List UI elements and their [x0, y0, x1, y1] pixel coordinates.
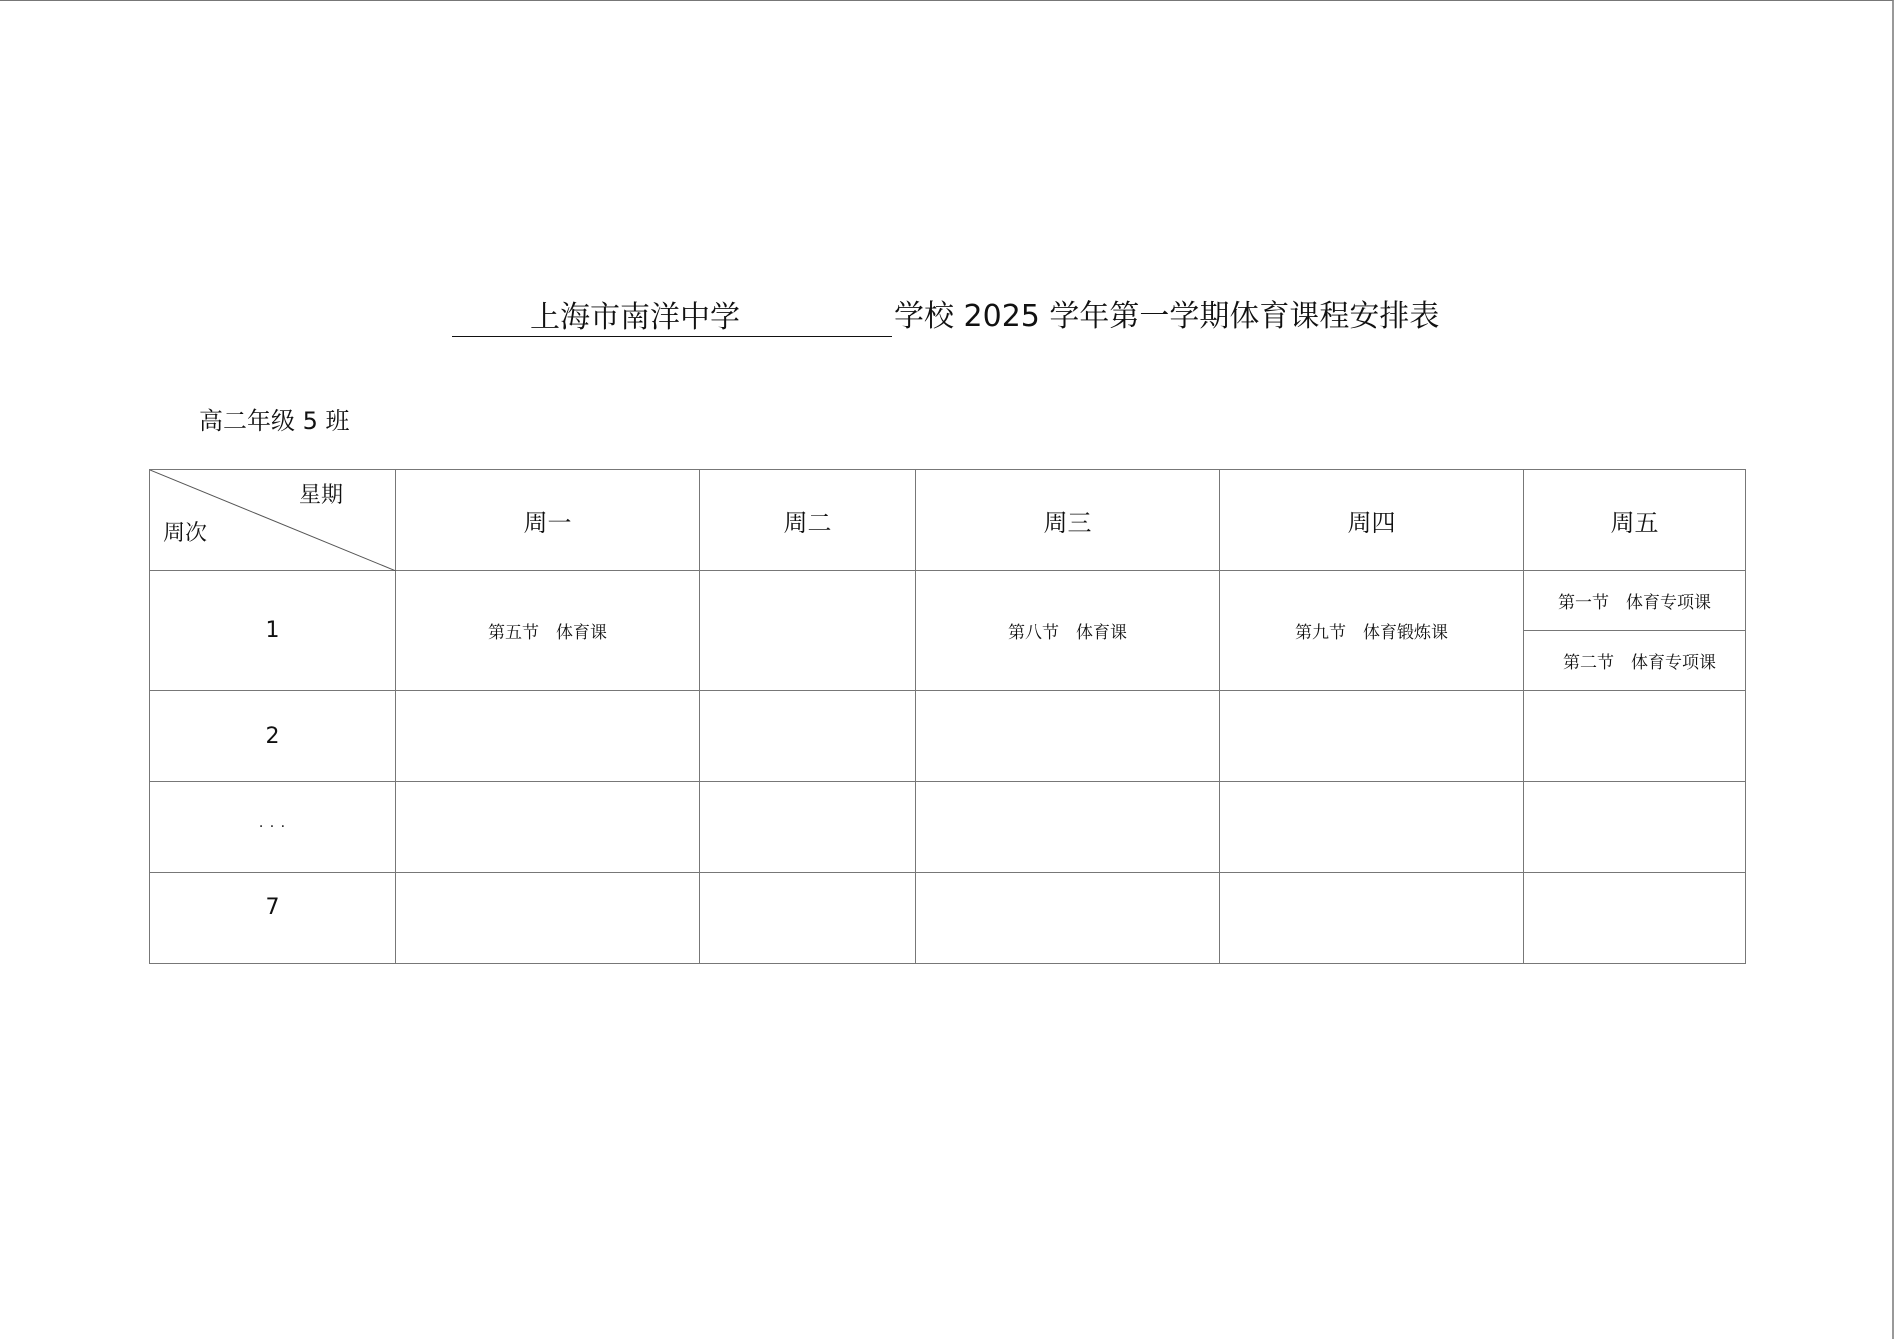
schedule-cell-wed — [916, 873, 1220, 964]
page-title — [452, 297, 1439, 337]
schedule-cell-thu — [1220, 691, 1524, 782]
schedule-cell-tue — [700, 571, 916, 691]
day-header-wed: 周三 — [916, 470, 1220, 571]
schedule-cell-tue — [700, 691, 916, 782]
schedule-cell-wed — [916, 782, 1220, 873]
fri-period-second: 第二节 体育专项课 — [1563, 653, 1716, 673]
schedule-cell-mon — [396, 873, 700, 964]
schedule-cell-fri — [1524, 691, 1746, 782]
split-cell — [1524, 571, 1745, 690]
day-header-tue: 周二 — [700, 470, 916, 571]
weekday-axis-label: 星期 — [298, 483, 343, 508]
table-row — [150, 691, 1746, 782]
schedule-cell-mon — [396, 691, 700, 782]
corner-header-cell — [150, 470, 396, 571]
week-number-cell: 7 — [150, 873, 396, 964]
schedule-cell-mon: 第五节 体育课 — [396, 571, 700, 691]
schedule-cell-wed: 第八节 体育课 — [916, 571, 1220, 691]
week-number-cell: 2 — [150, 691, 396, 782]
week-number-cell: 1 — [150, 571, 396, 691]
fri-period-first: 第一节 体育专项课 — [1524, 571, 1745, 631]
pe-schedule-table — [149, 469, 1746, 964]
school-name-blank: 上海市南洋中学 — [452, 300, 892, 337]
schedule-cell-fri — [1524, 873, 1746, 964]
class-label: 高二年级 5 班 — [199, 407, 350, 435]
table-header-row — [150, 470, 1746, 571]
table-row — [150, 782, 1746, 873]
schedule-cell-wed — [916, 691, 1220, 782]
schedule-cell-thu: 第九节 体育锻炼课 — [1220, 571, 1524, 691]
title-suffix: 学校 2025 学年第一学期体育课程安排表 — [894, 299, 1440, 334]
day-header-mon: 周一 — [396, 470, 700, 571]
week-number-cell: · · · — [150, 782, 396, 873]
schedule-cell-thu — [1220, 873, 1524, 964]
schedule-cell-fri — [1524, 571, 1746, 691]
day-header-fri: 周五 — [1524, 470, 1746, 571]
schedule-cell-mon — [396, 782, 700, 873]
schedule-cell-tue — [700, 782, 916, 873]
week-number-axis-label: 周次 — [163, 521, 208, 546]
schedule-cell-tue — [700, 873, 916, 964]
day-header-thu: 周四 — [1220, 470, 1524, 571]
table-row — [150, 873, 1746, 964]
schedule-cell-fri — [1524, 782, 1746, 873]
schedule-cell-thu — [1220, 782, 1524, 873]
table-row — [150, 571, 1746, 691]
